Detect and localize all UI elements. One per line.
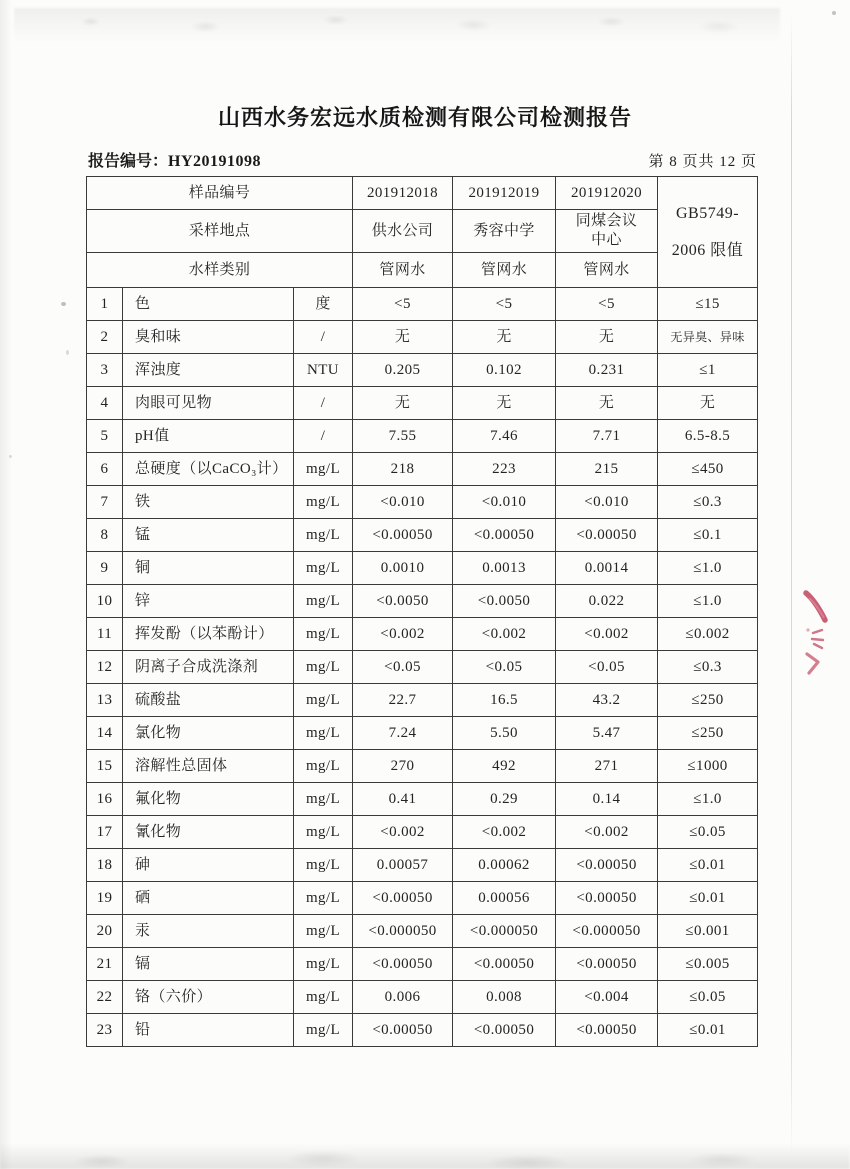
header-row-location [87,210,758,253]
scan-speck [61,302,66,306]
sample2-value: 492 [453,750,556,783]
parameter-name: 铜 [123,552,294,585]
report-number [88,148,261,171]
limit-header-line1: GB5749- [676,204,740,222]
table-row [87,981,758,1014]
unit-value: mg/L [294,717,353,750]
unit-value: mg/L [294,486,353,519]
unit-value: mg/L [294,882,353,915]
table-row [87,453,758,486]
sample3-value: 5.47 [556,717,658,750]
table-row [87,849,758,882]
parameter-name: 铁 [123,486,294,519]
table-row [87,387,758,420]
sample3-value: <0.004 [556,981,658,1014]
unit-value: mg/L [294,981,353,1014]
parameter-name: 锰 [123,519,294,552]
scan-noise-top [14,8,780,42]
sample2-value: <0.0050 [453,585,556,618]
unit-value: mg/L [294,750,353,783]
row-number: 8 [87,519,123,552]
parameter-name: 氯化物 [123,717,294,750]
sample3-value: 7.71 [556,420,658,453]
row-number: 17 [87,816,123,849]
sample2-value: <0.010 [453,486,556,519]
table-row [87,717,758,750]
scan-speck [66,350,69,355]
limit-value: ≤0.005 [658,948,758,981]
scan-speck [9,455,12,458]
sample1-value: <0.010 [353,486,453,519]
limit-value: ≤0.05 [658,981,758,1014]
row-number: 23 [87,1014,123,1047]
water-type-1: 管网水 [353,253,453,288]
row-number: 13 [87,684,123,717]
table-row [87,519,758,552]
parameter-name: 汞 [123,915,294,948]
sample2-value: 0.00062 [453,849,556,882]
sample3-value: 无 [556,321,658,354]
parameter-name: 硫酸盐 [123,684,294,717]
unit-value: mg/L [294,1014,353,1047]
scan-noise-bottom [0,1143,850,1169]
parameter-name: 溶解性总固体 [123,750,294,783]
sample3-value: <0.000050 [556,915,658,948]
scan-speck [832,11,836,15]
sample1-value: 0.41 [353,783,453,816]
limit-value: ≤0.01 [658,849,758,882]
sample1-value: 22.7 [353,684,453,717]
parameter-name: 镉 [123,948,294,981]
sample3-value: 43.2 [556,684,658,717]
row-number: 10 [87,585,123,618]
unit-value: mg/L [294,519,353,552]
parameter-name: 总硬度（以CaCO₃计） [123,453,294,486]
sample3-value: <5 [556,288,658,321]
parameter-name: 铅 [123,1014,294,1047]
parameter-name: 铬（六价） [123,981,294,1014]
table-body [87,288,758,1047]
unit-value: mg/L [294,585,353,618]
sample3-value: <0.00050 [556,882,658,915]
report-number-value: HY20191098 [168,153,262,170]
paper-edge-line [791,14,792,1157]
unit-value: NTU [294,354,353,387]
limit-value: ≤1.0 [658,552,758,585]
limit-value: ≤250 [658,717,758,750]
sample1-value: <0.00050 [353,1014,453,1047]
sample3-value: <0.002 [556,816,658,849]
row-number: 7 [87,486,123,519]
limit-value: ≤0.002 [658,618,758,651]
sample2-value: 0.102 [453,354,556,387]
unit-value: mg/L [294,453,353,486]
sample1-value: 无 [353,321,453,354]
sample3-value: 271 [556,750,658,783]
location-label: 采样地点 [87,210,353,253]
table-row [87,816,758,849]
limit-value: ≤1.0 [658,783,758,816]
sample-no-2: 201912019 [453,177,556,210]
header-row-sample-no [87,177,758,210]
sample3-value: <0.00050 [556,1014,658,1047]
unit-value: mg/L [294,684,353,717]
sample1-value: <0.002 [353,618,453,651]
unit-value: mg/L [294,948,353,981]
parameter-name: 色 [123,288,294,321]
row-number: 15 [87,750,123,783]
water-quality-table [86,176,758,1047]
sample1-value: <0.00050 [353,882,453,915]
limit-value: ≤0.1 [658,519,758,552]
sample3-value: 0.14 [556,783,658,816]
row-number: 11 [87,618,123,651]
row-number: 9 [87,552,123,585]
row-number: 4 [87,387,123,420]
limit-value: ≤15 [658,288,758,321]
sample3-value: 0.022 [556,585,658,618]
parameter-name: 氰化物 [123,816,294,849]
parameter-name: 浑浊度 [123,354,294,387]
table-row [87,288,758,321]
sample1-value: <0.05 [353,651,453,684]
sample1-value: 0.205 [353,354,453,387]
row-number: 1 [87,288,123,321]
table-row [87,552,758,585]
sample2-value: 5.50 [453,717,556,750]
row-number: 12 [87,651,123,684]
table-row [87,915,758,948]
sample1-value: <0.00050 [353,519,453,552]
limit-value: 无异臭、异味 [658,321,758,354]
table-row [87,321,758,354]
sample2-value: <0.002 [453,816,556,849]
scan-shadow-left [0,0,12,1169]
sample2-value: <0.00050 [453,519,556,552]
sample3-value: 无 [556,387,658,420]
parameter-name: pH值 [123,420,294,453]
row-number: 16 [87,783,123,816]
sample3-value: <0.00050 [556,948,658,981]
report-number-label: 报告编号： [88,153,169,170]
unit-value: mg/L [294,651,353,684]
row-number: 14 [87,717,123,750]
row-number: 2 [87,321,123,354]
sample2-value: 0.008 [453,981,556,1014]
sample2-value: <0.05 [453,651,556,684]
row-number: 3 [87,354,123,387]
header-row-type [87,253,758,288]
sample2-value: <0.002 [453,618,556,651]
sample2-value: <0.00050 [453,948,556,981]
limit-value: ≤250 [658,684,758,717]
location-1: 供水公司 [353,210,453,253]
sample1-value: 无 [353,387,453,420]
sample2-value: <5 [453,288,556,321]
sample-no-1: 201912018 [353,177,453,210]
parameter-name: 氟化物 [123,783,294,816]
unit-value: / [294,321,353,354]
sample1-value: 0.0010 [353,552,453,585]
sample2-value: 223 [453,453,556,486]
table-row [87,618,758,651]
parameter-name: 锌 [123,585,294,618]
sample3-value: 215 [556,453,658,486]
unit-value: mg/L [294,783,353,816]
table-row [87,420,758,453]
limit-value: ≤0.3 [658,486,758,519]
row-number: 18 [87,849,123,882]
limit-value: ≤1 [658,354,758,387]
sample3-value: <0.002 [556,618,658,651]
unit-value: mg/L [294,618,353,651]
row-number: 5 [87,420,123,453]
limit-value: ≤0.01 [658,882,758,915]
unit-value: mg/L [294,849,353,882]
parameter-name: 阴离子合成洗涤剂 [123,651,294,684]
table-row [87,486,758,519]
sample2-value: 无 [453,321,556,354]
sample-no-label: 样品编号 [87,177,353,210]
table-row [87,750,758,783]
water-type-3: 管网水 [556,253,658,288]
limit-value: ≤0.01 [658,1014,758,1047]
sample1-value: <0.00050 [353,948,453,981]
parameter-name: 臭和味 [123,321,294,354]
sample2-value: <0.000050 [453,915,556,948]
sample3-value: <0.05 [556,651,658,684]
row-number: 21 [87,948,123,981]
limit-value: ≤0.3 [658,651,758,684]
sample1-value: <5 [353,288,453,321]
sample3-value: 0.0014 [556,552,658,585]
location-3: 同煤会议中心 [556,210,658,253]
table-row [87,585,758,618]
sample1-value: <0.000050 [353,915,453,948]
sample1-value: <0.0050 [353,585,453,618]
sample1-value: 7.24 [353,717,453,750]
sample2-value: 0.0013 [453,552,556,585]
row-number: 20 [87,915,123,948]
limit-value: 无 [658,387,758,420]
table-row [87,684,758,717]
sample1-value: 0.006 [353,981,453,1014]
limit-value: ≤0.05 [658,816,758,849]
unit-value: 度 [294,288,353,321]
sample-no-3: 201912020 [556,177,658,210]
parameter-name: 挥发酚（以苯酚计） [123,618,294,651]
sample2-value: 16.5 [453,684,556,717]
table-row [87,354,758,387]
sample2-value: 7.46 [453,420,556,453]
limit-value: ≤1.0 [658,585,758,618]
table-row [87,882,758,915]
sample3-value: <0.00050 [556,519,658,552]
red-stamp-fragment [799,586,837,682]
parameter-name: 肉眼可见物 [123,387,294,420]
sample1-value: 218 [353,453,453,486]
sample2-value: <0.00050 [453,1014,556,1047]
report-title: 山西水务宏远水质检测有限公司检测报告 [217,105,632,130]
limit-value: ≤450 [658,453,758,486]
sample1-value: 0.00057 [353,849,453,882]
sample3-value: <0.010 [556,486,658,519]
unit-value: mg/L [294,816,353,849]
limit-value: 6.5-8.5 [658,420,758,453]
unit-value: mg/L [294,552,353,585]
sample3-value: 0.231 [556,354,658,387]
row-number: 6 [87,453,123,486]
sample3-value: <0.00050 [556,849,658,882]
table-row [87,948,758,981]
limit-header-line2: 2006 限值 [671,241,744,259]
limit-value: ≤0.001 [658,915,758,948]
parameter-name: 砷 [123,849,294,882]
report-meta-row [88,148,757,170]
water-type-2: 管网水 [453,253,556,288]
sample2-value: 无 [453,387,556,420]
sample1-value: 270 [353,750,453,783]
sample2-value: 0.00056 [453,882,556,915]
page-indicator: 第 8 页共 12 页 [648,154,757,170]
row-number: 19 [87,882,123,915]
sample1-value: 7.55 [353,420,453,453]
table-row [87,651,758,684]
water-type-label: 水样类别 [87,253,353,288]
table-row [87,783,758,816]
parameter-name: 硒 [123,882,294,915]
sample2-value: 0.29 [453,783,556,816]
unit-value: / [294,420,353,453]
limit-value: ≤1000 [658,750,758,783]
unit-value: / [294,387,353,420]
row-number: 22 [87,981,123,1014]
location-2: 秀容中学 [453,210,556,253]
table-row [87,1014,758,1047]
sample1-value: <0.002 [353,816,453,849]
unit-value: mg/L [294,915,353,948]
limit-column-header [658,177,758,288]
